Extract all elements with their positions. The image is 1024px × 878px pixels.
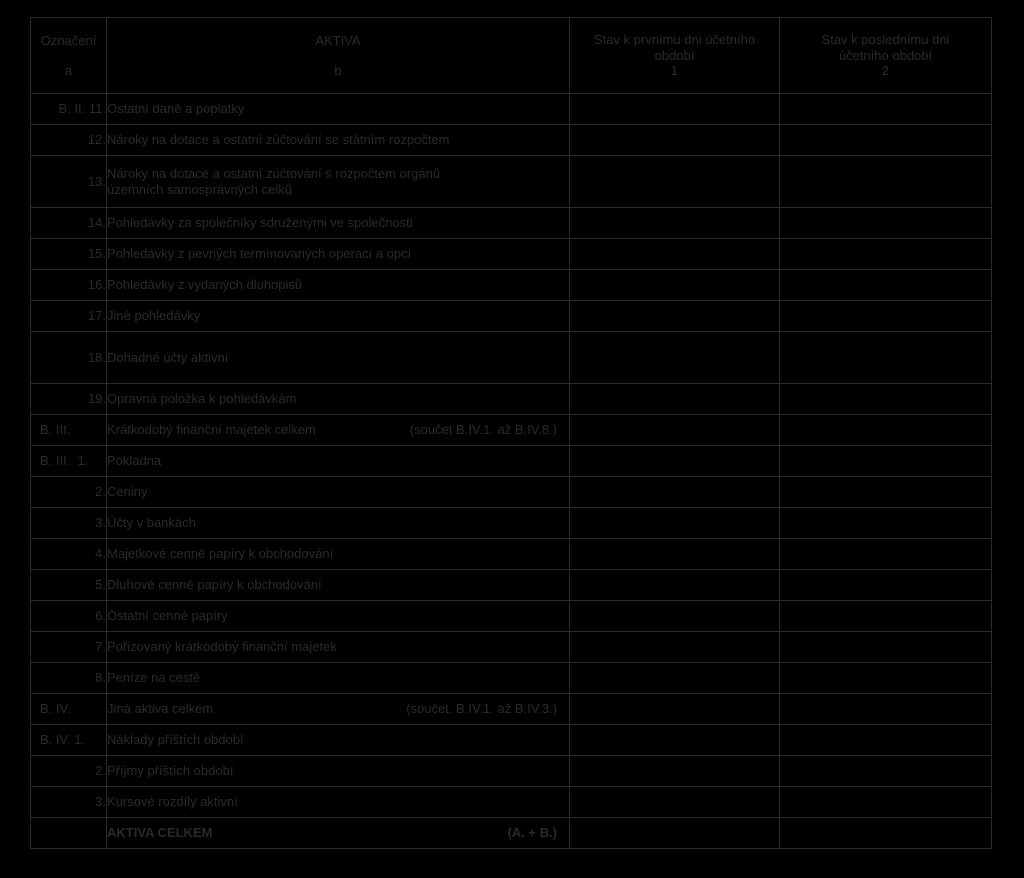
value-cell-first-day[interactable] (570, 570, 780, 601)
header-oznaceni-title: Označení (40, 32, 97, 48)
total-row (31, 818, 992, 849)
table-row (31, 787, 992, 818)
value-cell-first-day[interactable] (570, 156, 780, 208)
value-cell-first-day[interactable] (570, 663, 780, 694)
value-cell-last-day[interactable] (780, 301, 992, 332)
row-label (107, 156, 570, 208)
row-label-text: Krátkodobý finanční majetek celkem (107, 422, 316, 438)
table-row (31, 384, 992, 415)
row-code: 19. (31, 384, 107, 415)
value-cell-first-day[interactable] (570, 756, 780, 787)
header-stav-posledni-sub: 2 (881, 63, 890, 79)
value-cell-first-day[interactable] (570, 270, 780, 301)
header-oznaceni (31, 18, 107, 94)
row-code: B. III. (31, 415, 107, 446)
value-cell-first-day[interactable] (570, 539, 780, 570)
value-cell-first-day[interactable] (570, 125, 780, 156)
row-label-text: Jiná aktiva celkem (107, 701, 214, 717)
table-row (31, 270, 992, 301)
value-cell-last-day[interactable] (780, 632, 992, 663)
table-row (31, 663, 992, 694)
value-cell-first-day[interactable] (570, 601, 780, 632)
row-code: 13. (31, 156, 107, 208)
value-cell-last-day[interactable] (780, 332, 992, 384)
total-label (107, 818, 570, 849)
row-code: 15. (31, 239, 107, 270)
value-cell-first-day[interactable] (570, 787, 780, 818)
row-label: Opravná položka k pohledávkám (107, 384, 570, 415)
value-cell-first-day[interactable] (570, 332, 780, 384)
header-aktiva-sub: b (334, 62, 342, 78)
table-row (31, 125, 992, 156)
value-cell-last-day[interactable] (780, 570, 992, 601)
row-label: Kursové rozdíly aktivní (107, 787, 570, 818)
row-code: 4. (31, 539, 107, 570)
row-label: Ostatní daně a poplatky (107, 94, 570, 125)
aktiva-table (30, 17, 992, 849)
table-row (31, 570, 992, 601)
row-code: 2. (31, 756, 107, 787)
row-label: Ceniny (107, 477, 570, 508)
table-row (31, 477, 992, 508)
row-label-line: územních samosprávných celků (107, 181, 292, 197)
row-code: 5. (31, 570, 107, 601)
header-stav-posledni-title: Stav k poslednímu dni účetního období (821, 32, 950, 63)
value-cell-first-day[interactable] (570, 415, 780, 446)
row-label-note: (součet. B.IV.1. až B.IV.3.) (406, 701, 557, 717)
table-row (31, 601, 992, 632)
value-cell-last-day[interactable] (780, 663, 992, 694)
row-label: Pohledávky z vydaných dluhopisů (107, 270, 570, 301)
row-code: B. IV. (31, 694, 107, 725)
header-stav-prvni (570, 18, 780, 94)
row-label: Účty v bankách (107, 508, 570, 539)
value-cell-last-day[interactable] (780, 94, 992, 125)
value-cell-first-day[interactable] (570, 239, 780, 270)
value-cell-last-day[interactable] (780, 787, 992, 818)
header-aktiva-title: AKTIVA (315, 32, 361, 48)
value-cell-first-day[interactable] (570, 446, 780, 477)
table-row (31, 632, 992, 663)
row-code: 7. (31, 632, 107, 663)
value-cell-last-day[interactable] (780, 208, 992, 239)
row-code: 3. (31, 508, 107, 539)
row-label (107, 415, 570, 446)
row-code: 8. (31, 663, 107, 694)
row-label: Peníze na cestě (107, 663, 570, 694)
header-aktiva (107, 18, 570, 94)
value-cell-last-day[interactable] (780, 477, 992, 508)
table-row (31, 756, 992, 787)
table-row (31, 725, 992, 756)
row-label: Majetkové cenné papíry k obchodování (107, 539, 570, 570)
row-label: Jiné pohledávky (107, 301, 570, 332)
value-cell-first-day[interactable] (570, 384, 780, 415)
value-cell-last-day[interactable] (780, 725, 992, 756)
row-code: 18. (31, 332, 107, 384)
row-label: Pořizovaný krátkodobý finanční majetek (107, 632, 570, 663)
row-label: Dohadné účty aktivní (107, 332, 570, 384)
table-row (31, 94, 992, 125)
header-stav-posledni (780, 18, 992, 94)
value-cell-last-day[interactable] (780, 601, 992, 632)
table-row (31, 415, 992, 446)
table-row (31, 239, 992, 270)
header-oznaceni-sub: a (64, 62, 73, 78)
value-cell-first-day[interactable] (570, 694, 780, 725)
value-cell-last-day[interactable] (780, 508, 992, 539)
row-label: Pohledávky za společníky sdruženými ve společnosti (107, 208, 570, 239)
total-label-note: (A. + B.) (507, 825, 557, 841)
row-label-note: (součet B.IV.1. až B.IV.8.) (409, 422, 557, 438)
value-cell-last-day[interactable] (780, 125, 992, 156)
row-label: Náklady příštích období (107, 725, 570, 756)
total-value-last-day[interactable] (780, 818, 992, 849)
row-label: Dluhové cenné papíry k obchodování (107, 570, 570, 601)
header-row (31, 18, 992, 94)
row-code: 3. (31, 787, 107, 818)
total-value-first-day[interactable] (570, 818, 780, 849)
value-cell-last-day[interactable] (780, 239, 992, 270)
table-row (31, 508, 992, 539)
table-row (31, 301, 992, 332)
table-row (31, 539, 992, 570)
row-label: Pokladna (107, 446, 570, 477)
header-stav-prvni-title: Stav k prvnímu dni účetního období (593, 32, 756, 63)
row-label: Pohledávky z pevných termínovaných operací a opcí (107, 239, 570, 270)
value-cell-last-day[interactable] (780, 156, 992, 208)
row-code: 6. (31, 601, 107, 632)
row-code: 17. (31, 301, 107, 332)
table-row (31, 694, 992, 725)
total-label-text: AKTIVA CELKEM (107, 825, 213, 841)
value-cell-last-day[interactable] (780, 694, 992, 725)
row-label: Ostatní cenné papíry (107, 601, 570, 632)
value-cell-last-day[interactable] (780, 446, 992, 477)
value-cell-last-day[interactable] (780, 756, 992, 787)
row-code: 14. (31, 208, 107, 239)
row-label: Nároky na dotace a ostatní zúčtování se státním rozpočtem (107, 125, 570, 156)
header-stav-prvni-sub: 1 (670, 63, 679, 79)
value-cell-first-day[interactable] (570, 477, 780, 508)
value-cell-first-day[interactable] (570, 94, 780, 125)
table-row (31, 446, 992, 477)
value-cell-last-day[interactable] (780, 384, 992, 415)
row-code: B. II. 11. (31, 94, 107, 125)
row-label: Příjmy příštích období (107, 756, 570, 787)
value-cell-first-day[interactable] (570, 208, 780, 239)
value-cell-last-day[interactable] (780, 415, 992, 446)
row-code: B. III. 1. (31, 446, 107, 477)
value-cell-first-day[interactable] (570, 508, 780, 539)
row-code: 12. (31, 125, 107, 156)
value-cell-first-day[interactable] (570, 725, 780, 756)
row-code: 16. (31, 270, 107, 301)
value-cell-first-day[interactable] (570, 632, 780, 663)
total-code (31, 818, 107, 849)
table-row (31, 332, 992, 384)
value-cell-first-day[interactable] (570, 301, 780, 332)
row-code: 2. (31, 477, 107, 508)
row-label (107, 694, 570, 725)
table-row (31, 208, 992, 239)
value-cell-last-day[interactable] (780, 539, 992, 570)
row-label-line: Nároky na dotace a ostatní zúčtování s rozpočtem orgánů (107, 165, 441, 181)
table-row (31, 156, 992, 208)
value-cell-last-day[interactable] (780, 270, 992, 301)
row-code: B. IV. 1. (31, 725, 107, 756)
